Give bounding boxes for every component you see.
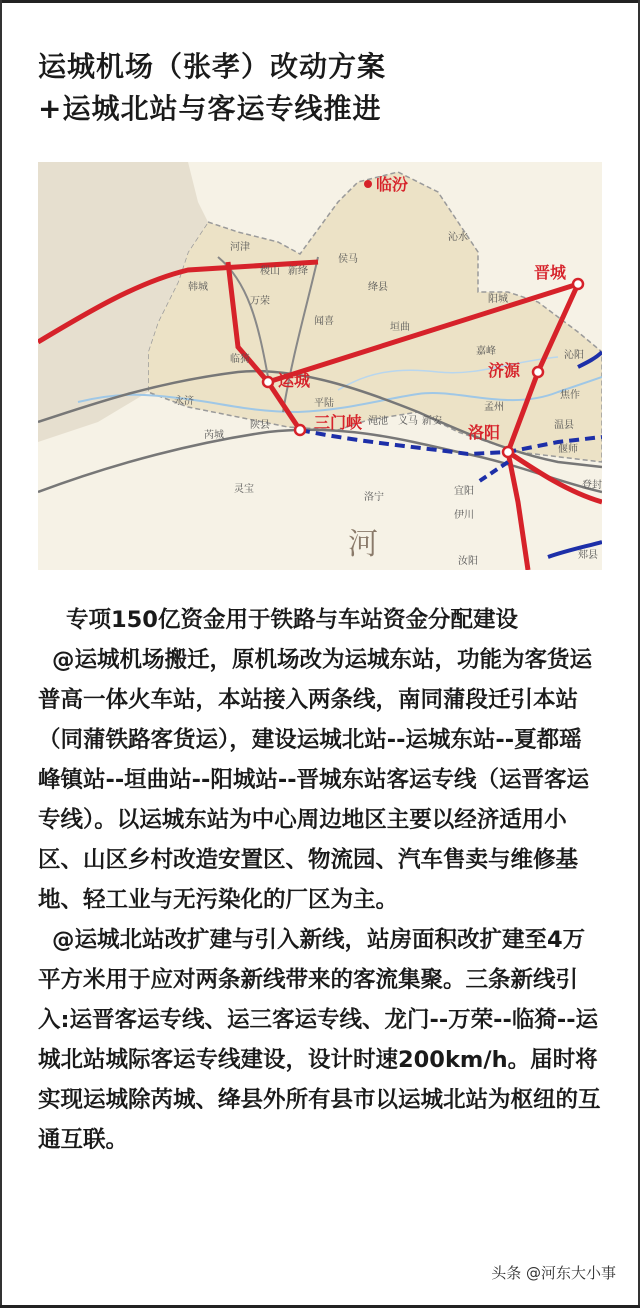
label-pinglu: 平陆 — [314, 398, 334, 409]
label-jiyuan-small: 嘉峰 — [476, 346, 496, 357]
label-jishan: 稷山 — [260, 266, 280, 277]
label-linyi: 临猗 — [230, 354, 250, 365]
label-jiaxian: 郏县 — [578, 550, 598, 561]
watermark-footer: 头条 @河东大小事 — [491, 1264, 616, 1282]
label-dengfeng: 登封 — [582, 480, 602, 491]
label-yangcheng: 阳城 — [488, 294, 508, 305]
label-yongji: 永济 — [174, 396, 194, 407]
label-sanmenxia: 三门峡 — [314, 413, 363, 432]
label-he: 河 — [348, 527, 378, 562]
label-shanxian: 陕县 — [250, 420, 270, 431]
frame-top — [0, 0, 640, 3]
title-line-2: +运城北站与客运专线推进 — [38, 92, 382, 125]
label-hancheng: 韩城 — [188, 282, 208, 293]
label-wenxi: 闻喜 — [314, 316, 334, 327]
station-dot-luoyang — [503, 447, 513, 457]
label-hejin: 河津 — [230, 242, 250, 253]
label-yichuan: 伊川 — [454, 510, 474, 521]
station-dot-jincheng — [573, 279, 583, 289]
label-wenxian: 温县 — [554, 420, 574, 431]
label-xinan: 新安 — [422, 416, 442, 427]
label-yuanqu: 垣曲 — [390, 322, 410, 333]
paragraph-north-station: @运城北站改扩建与引入新线，站房面积改扩建至4万平方米用于应对两条新线带来的客流集聚。三条新线引入:运晋客运专线、运三客运专线、龙门--万荣--临猗--运城北站城际客运专线建设，设计时速200km/h。届时将实现运城除芮城、绛县外所有县市以运城北站为枢纽的互通互联。 — [38, 927, 601, 1153]
label-qinyang: 沁阳 — [564, 350, 584, 361]
label-lingbao: 灵宝 — [234, 484, 254, 495]
label-houma: 侯马 — [338, 254, 358, 265]
label-xinjiang: 新绛 — [288, 266, 308, 277]
station-dot-jiyuan — [533, 367, 543, 377]
label-ruicheng: 芮城 — [204, 430, 224, 441]
label-yuncheng: 运城 — [278, 371, 311, 390]
frame-left — [0, 0, 2, 1308]
station-dot-linfen — [364, 180, 372, 188]
label-yanshi: 偃师 — [558, 444, 578, 455]
railway-map — [38, 162, 602, 570]
label-jiyuan: 济源 — [488, 361, 521, 380]
station-dot-sanmenxia — [295, 425, 305, 435]
label-mengzhou: 孟州 — [484, 402, 504, 413]
label-jincheng: 晋城 — [534, 263, 567, 282]
label-yima: 义马 — [398, 416, 418, 427]
title-line-1: 运城机场（张孝）改动方案 — [38, 50, 387, 83]
paragraph-funding: 专项150亿资金用于铁路与车站资金分配建设 — [66, 607, 518, 633]
station-dot-yuncheng — [263, 377, 273, 387]
article-body — [38, 600, 604, 1160]
label-jiangxian: 绛县 — [368, 282, 388, 293]
label-ruyang: 汝阳 — [458, 556, 478, 567]
label-luoyang: 洛阳 — [468, 423, 501, 442]
label-linfen: 临汾 — [376, 175, 409, 194]
label-jiaozuo: 焦作 — [560, 390, 580, 401]
label-yiyang: 宜阳 — [454, 486, 474, 497]
article-title — [38, 46, 386, 130]
label-mianchi: 渑池 — [368, 416, 388, 427]
map-svg — [38, 162, 602, 570]
label-qinshui: 沁水 — [448, 232, 468, 243]
paragraph-airport-relocation: @运城机场搬迁，原机场改为运城东站，功能为客货运普高一体火车站，本站接入两条线，南同蒲段迁引本站（同蒲铁路客货运），建设运城北站--运城东站--夏都瑶峰镇站--垣曲站--阳城站--晋城东站客运专线（运晋客运专线）。以运城东站为中心周边地区主要以经济适用小区、山区乡村改造安置区、物流园、汽车售卖与维修基地、轻工业与无污染化的厂区为主。 — [38, 647, 593, 913]
label-luoning: 洛宁 — [364, 492, 384, 503]
label-wanrong: 万荣 — [250, 296, 270, 307]
